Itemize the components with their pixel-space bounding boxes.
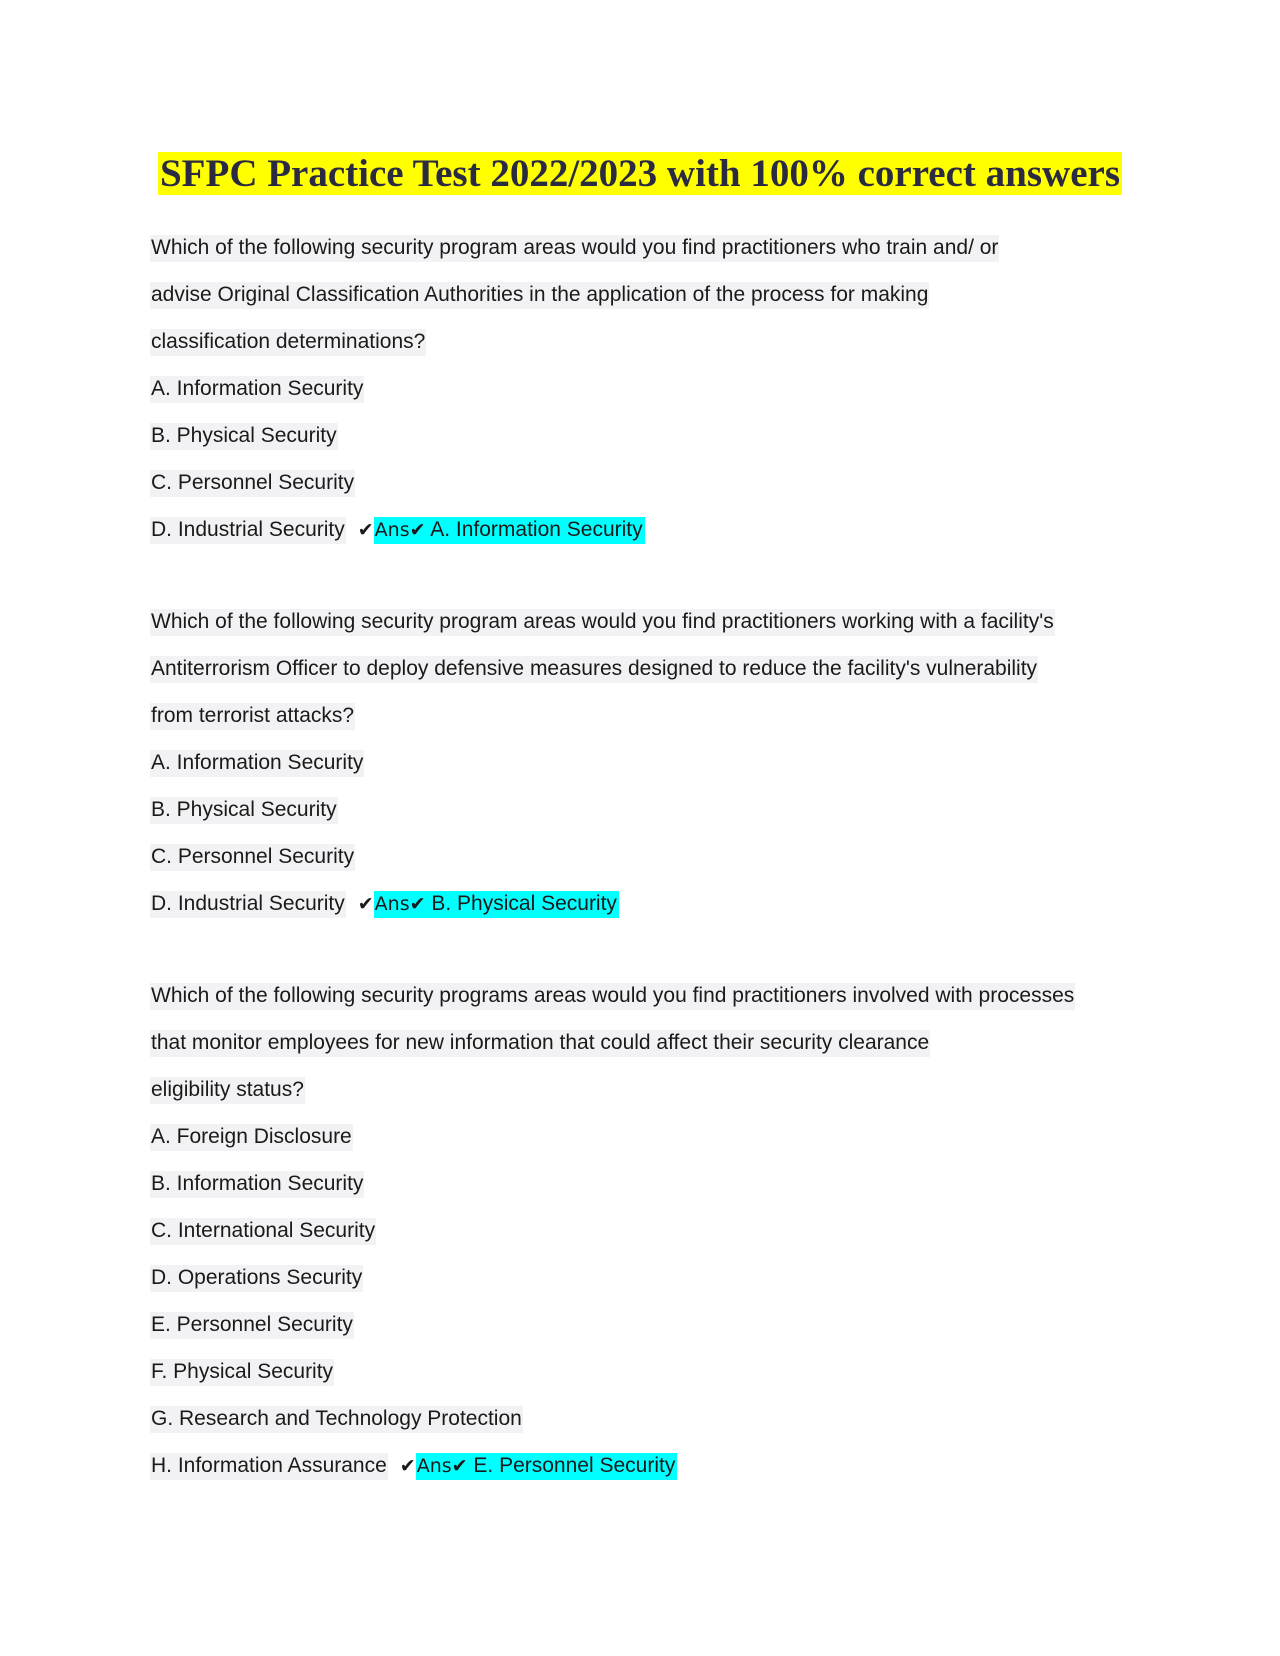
option-b: B. Physical Security [150,796,1150,824]
option-d: D. Operations Security [150,1264,1150,1292]
question-text-line: Which of the following security program areas would you find practitioners working with a facility's [150,608,1150,636]
question-2 [150,608,1150,937]
question-3 [150,982,1150,1499]
question-1 [150,234,1150,563]
answer-highlight [416,1453,678,1480]
answer-text: E. Personnel Security [467,1454,676,1477]
option-a: A. Information Security [150,375,1150,403]
option-a: A. Information Security [150,749,1150,777]
option-c: C. Personnel Security [150,843,1150,871]
question-text-line: Which of the following security program areas would you find practitioners who train and/ or [150,234,1150,262]
question-text-line: Which of the following security programs areas would you find practitioners involved with processes [150,982,1150,1010]
answer-highlight [374,891,619,918]
option-b: B. Information Security [150,1170,1150,1198]
option-b: B. Physical Security [150,422,1150,450]
option-d-with-answer: D. Industrial Security ✔Ans✔ A. Information Security [150,516,1150,544]
check-mark-icon: ✔ [399,1455,416,1477]
option-c: C. International Security [150,1217,1150,1245]
option-e: E. Personnel Security [150,1311,1150,1339]
check-mark-icon: ✔ [357,893,374,915]
question-text-line: Antiterrorism Officer to deploy defensive measures designed to reduce the facility's vulnerability [150,655,1150,683]
document-title [0,150,1280,198]
answer-text: B. Physical Security [425,892,617,915]
answer-prefix: Ans✔ [374,519,426,541]
question-text-line: classification determinations? [150,328,1150,356]
option-c: C. Personnel Security [150,469,1150,497]
question-text-line: from terrorist attacks? [150,702,1150,730]
option-g: G. Research and Technology Protection [150,1405,1150,1433]
option-f: F. Physical Security [150,1358,1150,1386]
option-a: A. Foreign Disclosure [150,1123,1150,1151]
answer-prefix: Ans✔ [374,893,426,915]
check-mark-icon: ✔ [357,519,374,541]
answer-text: A. Information Security [425,518,643,541]
option-d-with-answer: D. Industrial Security ✔Ans✔ B. Physical Security [150,890,1150,918]
answer-prefix: Ans✔ [416,1455,468,1477]
title-highlight: SFPC Practice Test 2022/2023 with 100% correct answers [159,152,1120,195]
option-h-with-answer: H. Information Assurance ✔Ans✔ E. Personnel Security [150,1452,1150,1480]
question-text-line: that monitor employees for new information that could affect their security clearance [150,1029,1150,1057]
answer-highlight [374,517,645,544]
question-text-line: advise Original Classification Authorities in the application of the process for making [150,281,1150,309]
question-text-line: eligibility status? [150,1076,1150,1104]
